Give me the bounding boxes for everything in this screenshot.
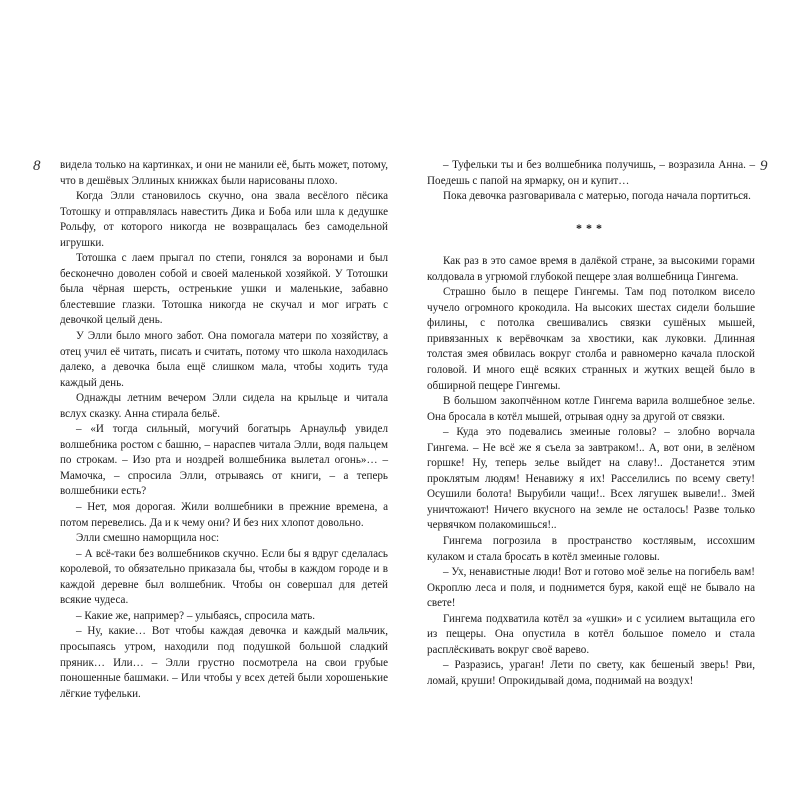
paragraph: Тотошка с лаем прыгал по степи, гонялся за воронами и был бесконечно доволен собой и своей маленькой хозяйкой. У Тотошки была чёрная шерсть, остренькие ушки и маленькие, забавно блестевшие глазки. Тотошка никогда не скучал и мог играть с девочкой целый день. (60, 252, 388, 327)
paragraph: – А всё-таки без волшебников скучно. Если бы я вдруг сделалась королевой, то обязательно приказала бы, чтобы в каждом городе и в каждой деревне был волшебник. Чтобы он совершал для детей всякие чудеса. (60, 547, 388, 607)
paragraph: – Ух, ненавистные люди! Вот и готово моё зелье на погибель вам! Окроплю леса и поля, и поднимется буря, какой ещё не бывало на свете! (427, 566, 755, 610)
paragraph: Страшно было в пещере Гингемы. Там под потолком висело чучело огромного крокодила. На высоких шестах сидели большие филины, с потолка свешивались связки сушёных мышей, привязанных к верёвочкам за хвостики, как луковки. Длинная толстая змея обвилась вокруг столба и равномерно качала плоской головой. И много ещё всяких странных и жутких вещей было в обширной пещере Гингемы. (427, 286, 755, 392)
right-page-column (427, 158, 755, 690)
left-page-column (60, 158, 388, 702)
paragraph: – «И тогда сильный, могучий богатырь Арнаульф увидел волшебника ростом с башню, – нараспев читала Элли, водя пальцем по строкам. – Изо рта и ноздрей волшебника вылетал огонь»… – Мамочка, – спросила Элли, отрываясь от книги, – а теперь волшебники есть? (60, 423, 388, 498)
paragraph: – Нет, моя дорогая. Жили волшебники в прежние времена, а потом перевелись. Да и к чему они? И без них хлопот довольно. (60, 501, 388, 529)
paragraph: – Куда это подевались змеиные головы? – злобно ворчала Гингема. – Не всё же я съела за завтраком!.. А, вот они, в зелёном горшке! Ну, теперь зелье выйдет на славу!.. Достанется этим проклятым людям! Ненавижу я их! Расселились по всему свету! Осушили болота! Вырубили чащи!.. Всех лягушек вывели!.. Змей уничтожают! Ничего вкусного на земле не осталось! Разве только червячком полакомишься!.. (427, 426, 755, 532)
paragraph: – Разразись, ураган! Лети по свету, как бешеный зверь! Рви, ломай, круши! Опрокидывай дома, поднимай на воздух! (427, 659, 755, 687)
paragraph: – Туфельки ты и без волшебника получишь, – возразила Анна. – Поедешь с папой на ярмарку, он и купит… (427, 159, 755, 187)
paragraph: В большом закопчённом котле Гингема варила волшебное зелье. Она бросала в котёл мышей, отрывая одну за другой от связки. (427, 395, 755, 423)
page-number-left: 8 (33, 158, 41, 174)
paragraph: Пока девочка разговаривала с матерью, погода начала портиться. (443, 190, 751, 203)
section-separator: *** (576, 220, 606, 235)
paragraph: Однажды летним вечером Элли сидела на крыльце и читала вслух сказку. Анна стирала бельё. (60, 392, 388, 420)
paragraph: – Какие же, например? – улыбаясь, спросила мать. (76, 609, 315, 622)
paragraph: Когда Элли становилось скучно, она звала весёлого пёсика Тотошку и отправлялась навестить Дика и Боба или шла к дедушке Рольфу, от которого никогда не возвращалась без самодельной игрушки. (60, 190, 388, 249)
paragraph: – Ну, какие… Вот чтобы каждая девочка и каждый мальчик, просыпаясь утром, находили под подушкой большой сладкий пряник… Или… – Элли грустно посмотрела на свои грубые поношенные башмаки. – Или чтобы у всех детей были хорошенькие лёгкие туфельки. (60, 625, 388, 700)
paragraph: Элли смешно наморщила нос: (76, 532, 220, 545)
page-number-right: 9 (760, 158, 768, 174)
paragraph: Как раз в это самое время в далёкой стране, за высокими горами колдовала в угрюмой глубокой пещере злая волшебница Гингема. (427, 255, 755, 283)
paragraph: У Элли было много забот. Она помогала матери по хозяйству, а отец учил её читать, писать и считать, потому что школа находилась далеко, а девочка была ещё слишком мала, чтобы ходить туда каждый день. (60, 330, 388, 389)
paragraph: Гингема погрозила в пространство костлявым, иссохшим кулаком и стала бросать в котёл змеиные головы. (427, 535, 755, 563)
paragraph: Гингема подхватила котёл за «ушки» и с усилием вытащила его из пещеры. Она опустила в котёл большое помело и стала расплёскивать вокруг своё варево. (427, 612, 755, 656)
paragraph: видела только на картинках, и они не манили её, быть может, потому, что в дешёвых Эллиных книжках были нарисованы плохо. (60, 159, 388, 187)
